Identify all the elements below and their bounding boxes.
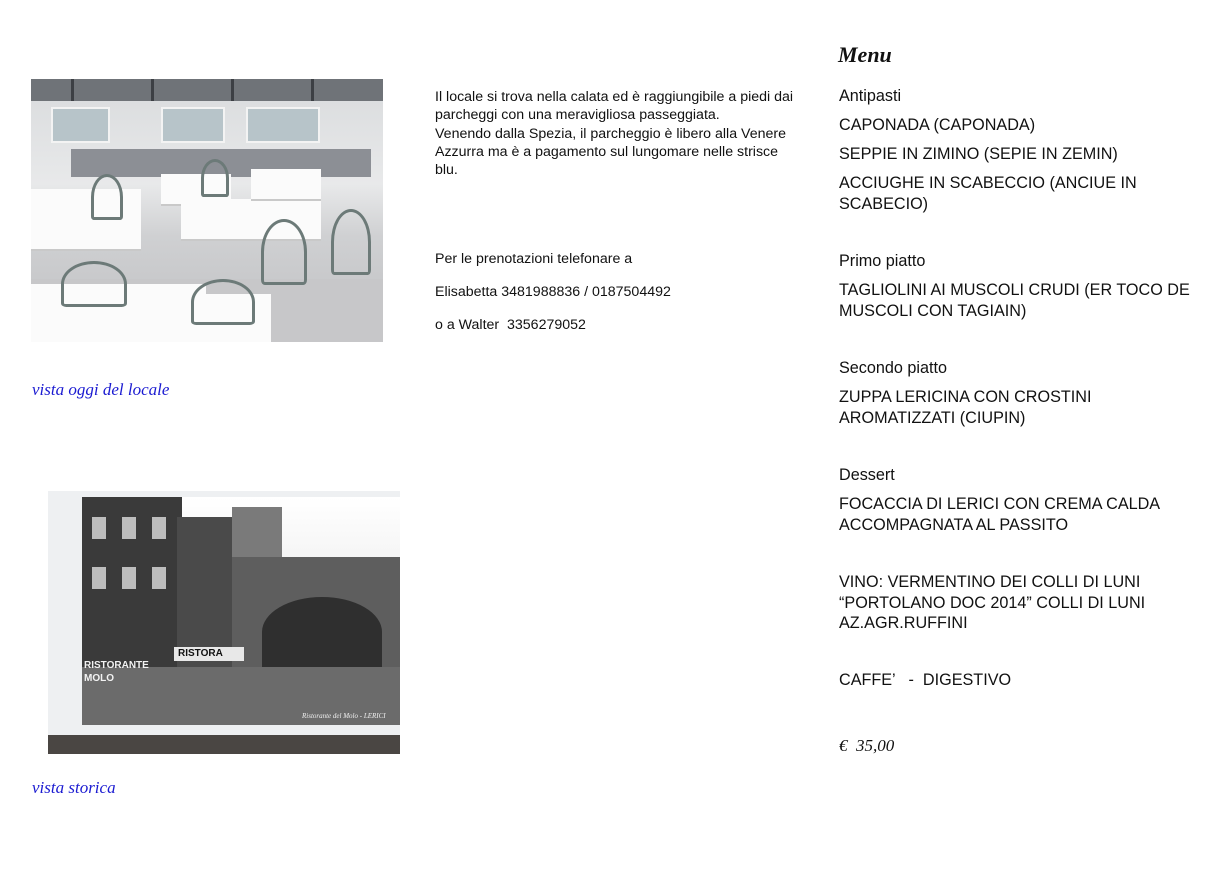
chair: [261, 219, 307, 285]
secondo-heading: Secondo piatto: [839, 359, 948, 377]
chair: [201, 159, 229, 197]
building: [177, 517, 237, 667]
chair: [61, 261, 127, 307]
arches: [262, 597, 382, 667]
menu-item: TAGLIOLINI AI MUSCOLI CRUDI (ER TOCO DE MUSCOLI CON TAGIAIN): [839, 281, 1195, 320]
chair: [191, 279, 255, 325]
window: [161, 107, 225, 143]
window: [152, 567, 166, 589]
antipasti-heading: Antipasti: [839, 87, 902, 105]
menu-item: SEPPIE IN ZIMINO (SEPIE IN ZEMIN): [839, 145, 1118, 163]
roof-beam: [151, 79, 154, 101]
wall-strip: [48, 735, 400, 754]
location-description: Il locale si trova nella calata ed è raggiungibile a piedi dai parcheggi con una meravigliosa passeggiata. Venendo dalla Spezia, il parcheggio è libero alla Venere Azzurra ma è a pagamento sul lungomare nelle strisce blu.: [435, 89, 794, 179]
menu-price: € 35,00: [839, 736, 895, 755]
print-caption: Ristorante del Molo - LERICI: [302, 712, 386, 720]
window: [122, 567, 136, 589]
roof-beam: [231, 79, 234, 101]
window: [152, 517, 166, 539]
coffee-line: CAFFE’ - DIGESTIVO: [839, 671, 1012, 689]
ristorante-molo-sign: RISTORANTE MOLO: [84, 660, 149, 684]
caption-interior: vista oggi del locale: [32, 380, 170, 399]
ristora-sign: RISTORA: [174, 647, 244, 661]
contact-elisabetta: Elisabetta 3481988836 / 0187504492: [435, 284, 671, 300]
booking-intro: Per le prenotazioni telefonare a: [435, 251, 633, 267]
menu-item: FOCACCIA DI LERICI CON CREMA CALDA ACCOMPAGNATA AL PASSITO: [839, 495, 1163, 534]
roof-beam: [71, 79, 74, 101]
window: [246, 107, 320, 143]
chair: [91, 174, 123, 220]
roof-beam: [311, 79, 314, 101]
contact-walter: o a Walter 3356279052: [435, 317, 586, 333]
historic-print: [82, 497, 400, 725]
window: [92, 517, 106, 539]
wine-line: VINO: VERMENTINO DEI COLLI DI LUNI “PORTOLANO DOC 2014” COLLI DI LUNI AZ.AGR.RUFFINI: [839, 573, 1149, 632]
chair: [331, 209, 371, 275]
tent-roof: [31, 79, 383, 101]
restaurant-interior-photo: [31, 79, 383, 342]
dining-table: [31, 189, 141, 249]
menu-item: ACCIUGHE IN SCABECCIO (ANCIUE IN SCABECIO): [839, 174, 1142, 213]
window: [51, 107, 110, 143]
historic-photo: [48, 491, 400, 754]
menu-item: CAPONADA (CAPONADA): [839, 116, 1036, 134]
dessert-heading: Dessert: [839, 466, 895, 484]
primo-heading: Primo piatto: [839, 252, 926, 270]
menu-item: ZUPPA LERICINA CON CROSTINI AROMATIZZATI (CIUPIN): [839, 388, 1096, 427]
dining-table: [251, 169, 321, 199]
window: [92, 567, 106, 589]
caption-historic: vista storica: [32, 778, 116, 797]
menu-title: Menu: [838, 42, 892, 67]
window: [122, 517, 136, 539]
